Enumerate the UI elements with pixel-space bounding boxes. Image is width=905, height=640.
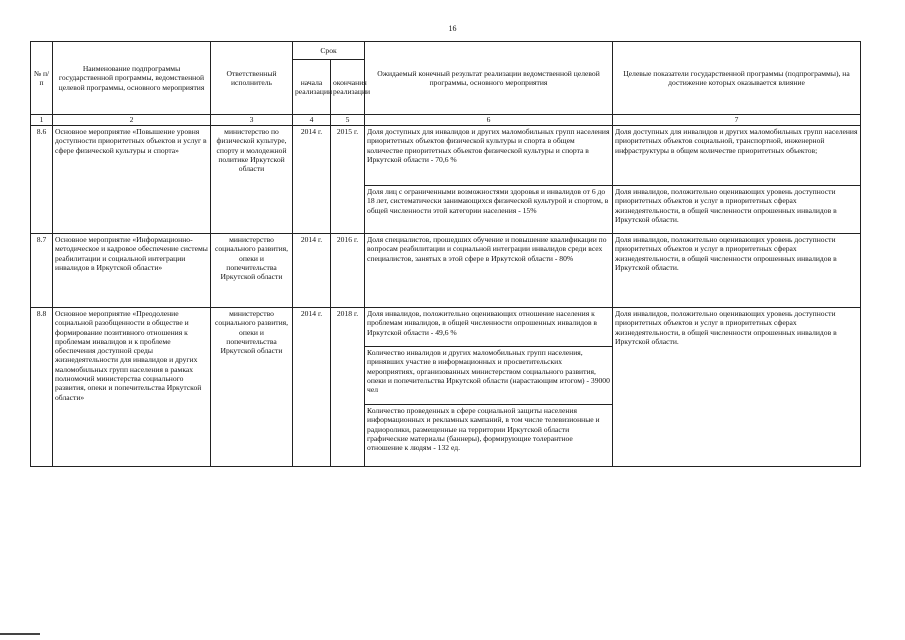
column-number: 1 [31, 115, 53, 126]
table-row [31, 234, 861, 308]
table-body [31, 126, 861, 467]
header-responsible: Ответственный исполнитель [211, 42, 293, 115]
start-year: 2014 г. [293, 234, 331, 308]
responsible-executor: министерство социального развития, опеки и попечительства Иркутской области [211, 308, 293, 467]
expected-result: Доля специалистов, прошедших обучение и повышение квалификации по вопросам реабилитации и социальной интеграции инвалидов среди всех специалистов, занятых в этой сфере в Иркутской области - 80% [365, 234, 613, 308]
responsible-executor: министерство социального развития, опеки и попечительства Иркутской области [211, 234, 293, 308]
end-year: 2015 г. [331, 126, 365, 234]
column-number: 5 [331, 115, 365, 126]
measure-name: Основное мероприятие «Информационно-методическое и кадровое обеспечение системы реабилитации и социальной интеграции инвалидов в Иркутской области» [53, 234, 211, 308]
header-indicators: Целевые показатели государственной программы (подпрограммы), на достижение которых оказывается влияние [613, 42, 861, 115]
end-year: 2016 г. [331, 234, 365, 308]
footer-mark [0, 633, 40, 635]
column-number: 2 [53, 115, 211, 126]
page-number: 16 [448, 24, 457, 33]
header-num: № п/п [31, 42, 53, 115]
expected-result: Доля доступных для инвалидов и других маломобильных групп населения приоритетных объектов физической культуры и спорта в общем количестве приоритетных объектов физической культуры и спорта в Иркутской области - 70,6 % [365, 126, 613, 186]
header-result: Ожидаемый конечный результат реализации ведомственной целевой программы, основного мероприятия [365, 42, 613, 115]
row-number: 8.7 [31, 234, 53, 308]
target-indicator: Доля инвалидов, положительно оценивающих уровень доступности приоритетных объектов и услуг в приоритетных сферах жизнедеятельности, в общей численности опрошенных инвалидов в Иркутской области. [613, 308, 861, 467]
header-term: Срок [293, 42, 365, 60]
measure-name: Основное мероприятие «Преодоление социальной разобщенности в обществе и формирование позитивного отношения к проблемам инвалидов и к проблеме обеспечения доступной среды жизнедеятельности для инвалидов и других маломобильных групп населения в рамках полномочий министерства социального развития, опеки и попечительства Иркутской области» [53, 308, 211, 467]
column-number: 3 [211, 115, 293, 126]
target-indicator: Доля инвалидов, положительно оценивающих уровень доступности приоритетных объектов и услуг в приоритетных сферах жизнедеятельности, в общей численности опрошенных инвалидов в Иркутской области. [613, 186, 861, 234]
responsible-executor: министерство по физической культуре, спорту и молодежной политике Иркутской области [211, 126, 293, 234]
expected-result: Доля лиц с ограниченными возможностями здоровья и инвалидов от 6 до 18 лет, систематически занимающихся физической культурой и спортом, в общей численности этой категории населения - 15% [365, 186, 613, 234]
program-table [30, 41, 861, 467]
target-indicator: Доля инвалидов, положительно оценивающих уровень доступности приоритетных объектов и услуг в приоритетных сферах жизнедеятельности, в общей численности опрошенных инвалидов в Иркутской области. [613, 234, 861, 308]
table-row [31, 308, 861, 347]
expected-result: Количество инвалидов и других маломобильных групп населения, принявших участие в информационных и просветительских мероприятиях, организованных министерством социального развития, опеки и попечительства Иркутской области (нарастающим итогом) - 39000 чел [365, 347, 613, 405]
measure-name: Основное мероприятие «Повышение уровня доступности приоритетных объектов и услуг в сфере физической культуры и спорта» [53, 126, 211, 234]
header-end: окончания реализации [331, 60, 365, 115]
expected-result: Количество проведенных в сфере социальной защиты населения информационных и рекламных кампаний, в том числе телевизионные и радиоролики, размещенные на территории Иркутской области графические материалы (баннеры), формирующие толерантное отношение к людям - 132 ед. [365, 405, 613, 467]
row-number: 8.8 [31, 308, 53, 467]
column-number: 6 [365, 115, 613, 126]
column-number: 7 [613, 115, 861, 126]
header-name: Наименование подпрограммы государственной программы, ведомственной целевой программы, основного мероприятия [53, 42, 211, 115]
expected-result: Доля инвалидов, положительно оценивающих отношение населения к проблемам инвалидов, в общей численности опрошенных инвалидов в Иркутской области - 49,6 % [365, 308, 613, 347]
header-start: начала реализации [293, 60, 331, 115]
row-number: 8.6 [31, 126, 53, 234]
start-year: 2014 г. [293, 308, 331, 467]
target-indicator: Доля доступных для инвалидов и других маломобильных групп населения приоритетных объектов социальной, транспортной, инженерной инфраструктуры в общем количестве приоритетных объектов; [613, 126, 861, 186]
column-number: 4 [293, 115, 331, 126]
table-row [31, 126, 861, 186]
end-year: 2018 г. [331, 308, 365, 467]
start-year: 2014 г. [293, 126, 331, 234]
